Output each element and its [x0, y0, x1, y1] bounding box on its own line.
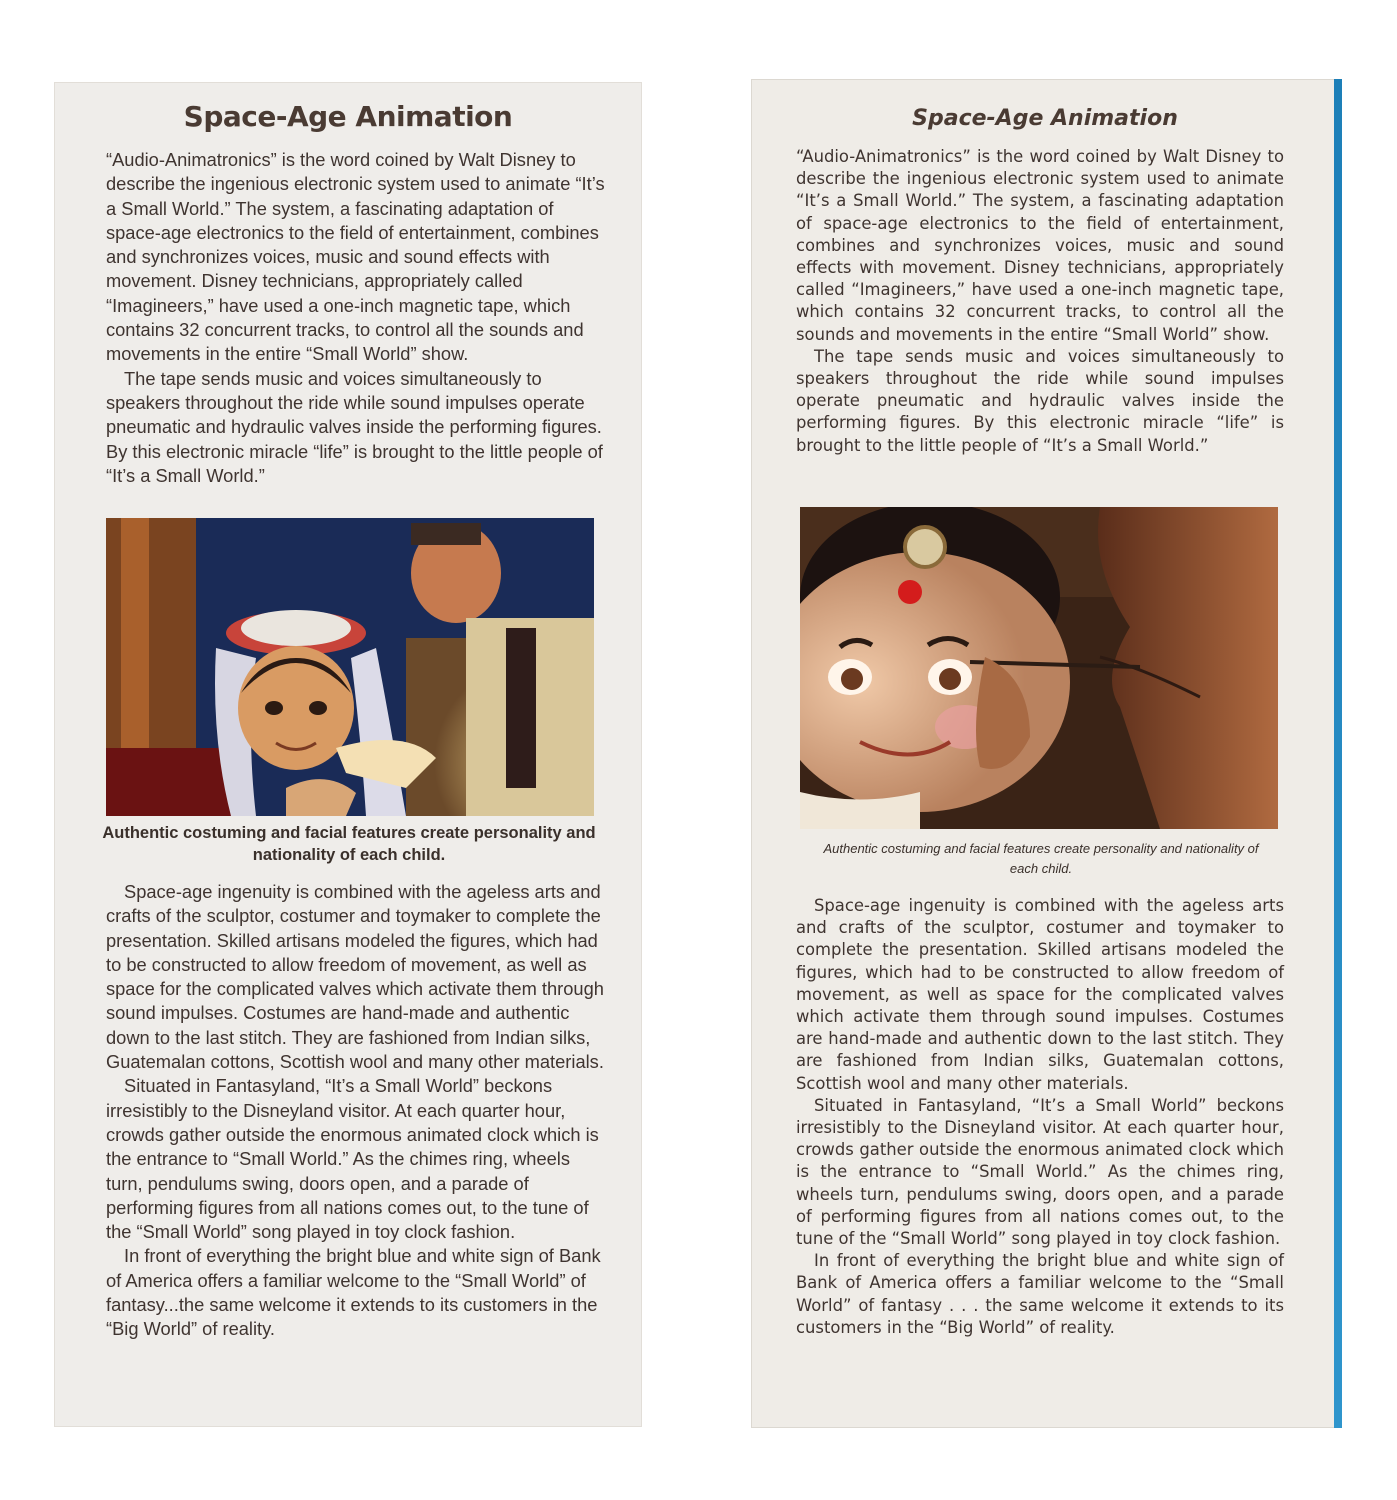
panel-title: Space-Age Animation — [183, 100, 513, 133]
body-text-top — [106, 148, 611, 488]
paragraph: The tape sends music and voices simultaneously to speakers throughout the ride while sound impulses operate pneumatic and hydraulic valves inside the performing figures. By this electronic miracle “life” is brought to the little people of “It’s a Small World.” — [106, 367, 603, 486]
photo-caption: Authentic costuming and facial features create personality and nationality of each child. — [823, 841, 1259, 876]
body-text-top — [796, 146, 1284, 457]
paragraph: “Audio-Animatronics” is the word coined by Walt Disney to describe the ingenious electronic system used to animate “It’s a Small World.” The system, a fascinating adaptation of space-age electronics to the field of entertainment, combines and synchronizes voices, music and sound effects with movement. Disney technicians, appropriately called “Imagineers,” have used a one-inch magnetic tape, which contains 32 concurrent tracks, to control all the sounds and movements in the entire “Small World” show. — [106, 149, 605, 365]
brochure-panel-left — [54, 82, 642, 1427]
paragraph: “Audio-Animatronics” is the word coined by Walt Disney to describe the ingenious electronic system used to animate “It’s a Small World.” The system, a fascinating adaptation of space-age electronics to the field of entertainment, combines and synchronizes voices, music and sound effects with movement. Disney technicians, appropriately called “Imagineers,” have used a one-inch magnetic tape, which contains 32 concurrent tracks, to control all the sounds and movements in the entire “Small World” show. — [796, 147, 1284, 344]
paragraph: In front of everything the bright blue and white sign of Bank of America offers a familiar welcome to the “Small World” of fantasy...the same welcome it extends to its customers in the “Big World” of reality. — [106, 1245, 601, 1340]
photo-illustration — [106, 518, 594, 816]
photo-caption: Authentic costuming and facial features create personality and nationality of each child. — [102, 824, 596, 864]
photo-illustration — [800, 507, 1278, 829]
body-text-bottom — [106, 880, 611, 1342]
paragraph: Space-age ingenuity is combined with the ageless arts and crafts of the sculptor, costumer and toymaker to complete the presentation. Skilled artisans modeled the figures, which had to be constructed to allow freedom of movement, as well as space for the complicated valves which activate them through sound impulses. Costumes are hand-made and authentic down to the last stitch. They are fashioned from Indian silks, Guatemalan cottons, Scottish wool and many other materials. — [106, 881, 604, 1073]
photo-painting-doll-face — [800, 507, 1278, 829]
panel-title: Space-Age Animation — [912, 106, 1178, 131]
photo-puppet-with-technician — [106, 518, 594, 816]
brochure-panel-right — [751, 79, 1339, 1428]
paragraph: Situated in Fantasyland, “It’s a Small World” beckons irresistibly to the Disneyland visitor. At each quarter hour, crowds gather outside the enormous animated clock which is the entrance to “Small World.” As the chimes ring, wheels turn, pendulums swing, doors open, and a parade of performing figures from all nations comes out, to the tune of the “Small World” song played in toy clock fashion. — [106, 1075, 599, 1243]
paragraph: Situated in Fantasyland, “It’s a Small World” beckons irresistibly to the Disneyland visitor. At each quarter hour, crowds gather outside the enormous animated clock which is the entrance to “Small World.” As the chimes ring, wheels turn, pendulums swing, doors open, and a parade of performing figures from all nations comes out, to the tune of the “Small World” song played in toy clock fashion. — [796, 1095, 1284, 1249]
body-text-bottom — [796, 895, 1284, 1339]
blue-edge-strip — [1334, 79, 1342, 1428]
paragraph: The tape sends music and voices simultaneously to speakers throughout the ride while sound impulses operate pneumatic and hydraulic valves inside the performing figures. By this electronic miracle “life” is brought to the little people of “It’s a Small World.” — [796, 346, 1284, 455]
paragraph: In front of everything the bright blue and white sign of Bank of America offers a familiar welcome to the “Small World” of fantasy . . . the same welcome it extends to its customers in the “Big World” of reality. — [796, 1251, 1284, 1337]
paragraph: Space-age ingenuity is combined with the ageless arts and crafts of the sculptor, costumer and toymaker to complete the presentation. Skilled artisans modeled the figures, which had to be constructed to allow freedom of movement, as well as space for the complicated valves which activate them through sound impulses. Costumes are hand-made and authentic down to the last stitch. They are fashioned from Indian silks, Guatemalan cottons, Scottish wool and many other materials. — [796, 896, 1284, 1093]
